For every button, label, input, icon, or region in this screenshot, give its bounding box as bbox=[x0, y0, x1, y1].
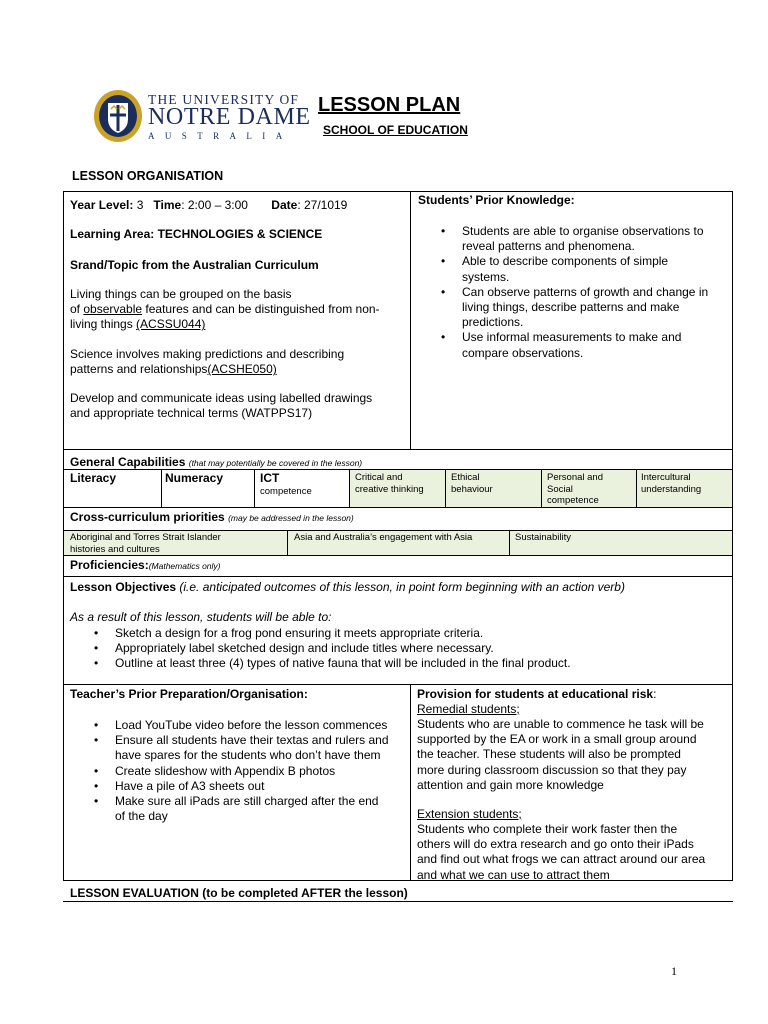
objectives-heading: Lesson Objectives bbox=[70, 580, 177, 594]
list-item bbox=[462, 224, 708, 254]
capability-ethical bbox=[451, 472, 493, 495]
column-divider bbox=[254, 469, 255, 507]
strand-topic: Srand/Topic from the Australian Curriculum bbox=[70, 258, 319, 272]
text-line: the teacher. These students will also be prompted bbox=[417, 747, 681, 762]
university-name-line1: THE UNIVERSITY OF bbox=[148, 92, 300, 107]
list-item bbox=[115, 733, 389, 763]
text-line: • Make sure all iPads are still charged after the end bbox=[115, 794, 379, 809]
capability-numeracy: Numeracy bbox=[165, 471, 224, 485]
text-line: • Use informal measurements to make and bbox=[462, 330, 682, 345]
proficiencies-line bbox=[70, 558, 221, 574]
text-line: of the day bbox=[115, 809, 168, 824]
year-level-value: 3 bbox=[136, 198, 144, 212]
column-divider bbox=[349, 469, 350, 507]
provision-heading-line bbox=[417, 687, 656, 702]
extension-label: Extension students; bbox=[417, 807, 522, 821]
university-crest-logo bbox=[93, 89, 143, 143]
text-line: systems. bbox=[462, 269, 510, 284]
text-line: predictions. bbox=[462, 315, 524, 330]
text: living things bbox=[70, 317, 137, 332]
text-line: and what we can use to attract them bbox=[417, 867, 610, 882]
curriculum-code-link[interactable]: (ACSSU044) bbox=[136, 317, 206, 332]
capability-intercultural bbox=[641, 472, 701, 495]
objectives-intro: As a result of this lesson, students will be able to: bbox=[70, 610, 332, 624]
year-time-date-line bbox=[70, 198, 347, 213]
text-line: have spares for the students who don’t have them bbox=[115, 748, 381, 763]
text-line: competence bbox=[547, 495, 599, 507]
general-capabilities-heading: General Capabilities bbox=[70, 455, 186, 469]
time-label: Time bbox=[153, 198, 182, 212]
provision-heading: Provision for students at educational risk bbox=[417, 687, 654, 701]
text-line: • Students are able to organise observations to bbox=[462, 224, 704, 238]
objectives-note: (i.e. anticipated outcomes of this lesson, in point form beginning with an action verb) bbox=[179, 580, 625, 594]
curriculum-statement-3 bbox=[70, 391, 372, 421]
row-divider bbox=[63, 684, 733, 685]
text-line: and find out what frogs we can attract around our area bbox=[417, 852, 706, 867]
text-line: reveal patterns and phenomena. bbox=[462, 239, 635, 254]
provision-colon: : bbox=[653, 687, 657, 701]
column-divider bbox=[509, 530, 510, 555]
list-item bbox=[115, 718, 389, 733]
column-divider bbox=[636, 469, 637, 507]
list-item bbox=[462, 330, 708, 360]
cross-curriculum-heading-line bbox=[70, 510, 354, 526]
text-line: Intercultural bbox=[641, 472, 691, 483]
date-label: Date bbox=[271, 198, 298, 212]
column-divider bbox=[410, 684, 411, 881]
column-divider bbox=[410, 191, 411, 449]
list-item: • Sketch a design for a frog pond ensuring it meets appropriate criteria. bbox=[115, 626, 571, 641]
text-line: • Create slideshow with Appendix B photos bbox=[115, 763, 336, 778]
general-capabilities-note: (that may potentially be covered in the lesson) bbox=[188, 458, 363, 468]
row-divider bbox=[63, 507, 733, 508]
list-item bbox=[462, 285, 708, 331]
list-item bbox=[115, 764, 389, 779]
text-line: Ethical bbox=[451, 472, 480, 483]
text-line: understanding bbox=[641, 483, 702, 495]
text: features and can be distinguished from non- bbox=[142, 302, 380, 317]
preparation-list bbox=[115, 718, 389, 824]
column-divider bbox=[161, 469, 162, 507]
column-divider bbox=[287, 530, 288, 555]
capability-literacy: Literacy bbox=[70, 471, 117, 485]
extension-text bbox=[417, 822, 705, 883]
text-line: Aboriginal and Torres Strait Islander bbox=[70, 532, 221, 543]
text-line bbox=[70, 362, 344, 377]
text-line bbox=[70, 317, 380, 332]
curriculum-statement-2 bbox=[70, 347, 344, 377]
time-value: : 2:00 – 3:00 bbox=[181, 198, 248, 212]
text-line: compare observations. bbox=[462, 345, 584, 360]
prior-knowledge-list bbox=[462, 224, 708, 361]
objectives-heading-line bbox=[70, 580, 625, 595]
text-line: supported by the EA or work in a small group around bbox=[417, 732, 697, 747]
text-line: Personal and bbox=[547, 472, 603, 483]
list-item bbox=[115, 779, 389, 794]
curriculum-code-link[interactable]: (ACSHE050) bbox=[207, 362, 277, 377]
text-line: Social bbox=[547, 483, 573, 495]
objectives-list bbox=[115, 626, 571, 672]
date-value: : 27/1019 bbox=[297, 198, 348, 212]
text-line: histories and cultures bbox=[70, 543, 160, 555]
university-name-line2: NOTRE DAME bbox=[148, 104, 311, 130]
text-line: behaviour bbox=[451, 483, 493, 495]
capability-ict: ICT bbox=[260, 471, 280, 485]
text-line: Develop and communicate ideas using labelled drawings bbox=[70, 391, 373, 405]
priority-sustainability: Sustainability bbox=[515, 532, 571, 543]
learning-area: Learning Area: TECHNOLOGIES & SCIENCE bbox=[70, 227, 323, 241]
text: of bbox=[70, 302, 84, 317]
text-line: others will do extra research and go onto their iPads bbox=[417, 837, 694, 852]
text-line: • Ensure all students have their textas and rulers and bbox=[115, 733, 389, 748]
evaluation-rule bbox=[63, 901, 733, 902]
row-divider bbox=[63, 449, 733, 450]
priority-asia: Asia and Australia’s engagement with Asia bbox=[294, 532, 473, 543]
page-number: 1 bbox=[671, 964, 677, 978]
column-divider bbox=[445, 469, 446, 507]
text-line bbox=[70, 302, 380, 317]
text-line: Students who are unable to commence he task will be bbox=[417, 717, 704, 731]
text-line: Living things can be grouped on the basis bbox=[70, 287, 292, 301]
page-subtitle: SCHOOL OF EDUCATION bbox=[323, 123, 468, 137]
text-line: more during classroom discussion so that they pay bbox=[417, 762, 687, 777]
text-line: Students who complete their work faster then the bbox=[417, 822, 678, 836]
remedial-text bbox=[417, 717, 704, 793]
curriculum-statement-1 bbox=[70, 287, 380, 333]
observable-link: observable bbox=[83, 302, 143, 317]
list-item bbox=[462, 254, 708, 284]
preparation-heading: Teacher’s Prior Preparation/Organisation: bbox=[70, 687, 308, 701]
text-line: • Can observe patterns of growth and change in bbox=[462, 284, 709, 299]
text-line: • Able to describe components of simple bbox=[462, 254, 669, 269]
lesson-organisation-heading: LESSON ORGANISATION bbox=[72, 169, 224, 183]
text-line: creative thinking bbox=[355, 483, 424, 495]
text-line: and appropriate technical terms (WATPPS17) bbox=[70, 406, 313, 421]
page-title: LESSON PLAN bbox=[318, 94, 461, 116]
capability-personal-social bbox=[547, 472, 603, 507]
university-name-line3: AUSTRALIA bbox=[148, 131, 293, 141]
proficiencies-note: (Mathematics only) bbox=[148, 561, 221, 571]
text-line: • Have a pile of A3 sheets out bbox=[115, 778, 265, 793]
capability-ict-sub: competence bbox=[260, 486, 312, 497]
list-item bbox=[115, 794, 389, 824]
list-item: • Outline at least three (4) types of native fauna that will be included in the final product. bbox=[115, 656, 571, 671]
lesson-evaluation-heading: LESSON EVALUATION (to be completed AFTER the lesson) bbox=[70, 886, 408, 900]
list-item: • Appropriately label sketched design and include titles where necessary. bbox=[115, 641, 571, 656]
general-capabilities-heading-line bbox=[70, 455, 362, 471]
proficiencies-heading: Proficiencies: bbox=[70, 558, 149, 572]
text: patterns and relationships bbox=[70, 362, 208, 377]
row-divider bbox=[63, 576, 733, 577]
text-line: • Load YouTube video before the lesson commences bbox=[115, 718, 388, 732]
capability-critical-thinking bbox=[355, 472, 424, 495]
text-line: Science involves making predictions and describing bbox=[70, 347, 345, 361]
text-line: attention and gain more knowledge bbox=[417, 777, 604, 792]
prior-knowledge-heading: Students’ Prior Knowledge: bbox=[418, 193, 575, 207]
text-line: living things, describe patterns and make bbox=[462, 300, 680, 315]
column-divider bbox=[541, 469, 542, 507]
cross-curriculum-note: (may be addressed in the lesson) bbox=[228, 513, 354, 523]
cross-curriculum-heading: Cross-curriculum priorities bbox=[70, 510, 225, 524]
year-level-label: Year Level: bbox=[70, 198, 134, 212]
priority-aboriginal bbox=[70, 532, 221, 555]
remedial-label: Remedial students; bbox=[417, 702, 520, 716]
text-line: Critical and bbox=[355, 472, 403, 483]
